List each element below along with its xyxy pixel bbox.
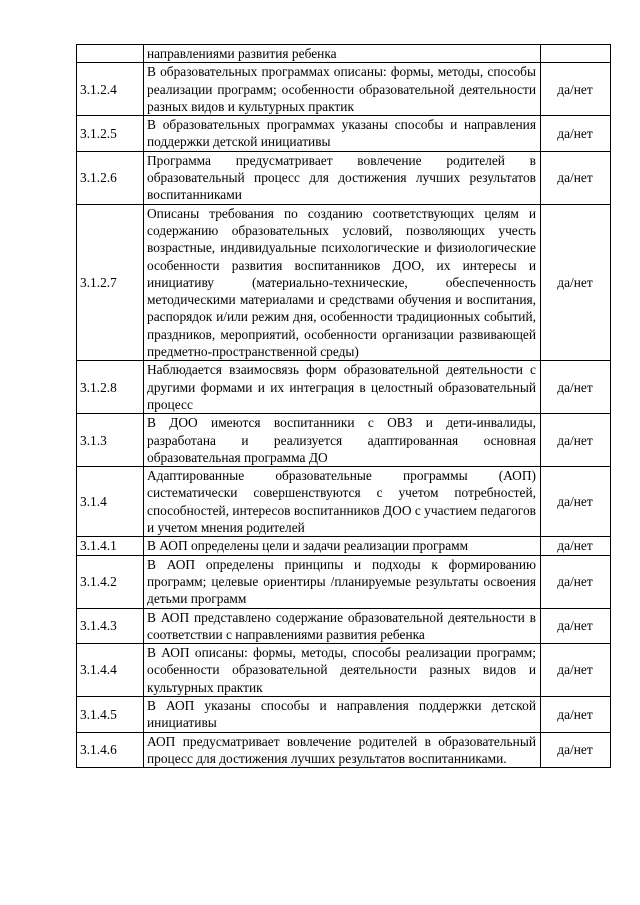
row-number: 3.1.4.6 [77, 732, 144, 768]
row-answer: да/нет [541, 361, 611, 414]
table-row [77, 732, 611, 768]
row-number: 3.1.3 [77, 414, 144, 467]
row-answer: да/нет [541, 537, 611, 555]
row-number: 3.1.2.8 [77, 361, 144, 414]
table-row [77, 414, 611, 467]
table-row [77, 644, 611, 697]
row-answer: да/нет [541, 644, 611, 697]
row-number: 3.1.2.5 [77, 116, 144, 152]
table-row [77, 608, 611, 644]
row-answer: да/нет [541, 204, 611, 361]
table-body [77, 45, 611, 768]
row-answer [541, 45, 611, 63]
row-text: Адаптированные образовательные программы (АОП) систематически совершенствуются с учетом потребностей, способностей, интересов воспитанников ДОО с участием педагогов и учетом мнения родителей [144, 467, 541, 537]
row-text: В АОП представлено содержание образовательной деятельности в соответствии с направлениями развития ребенка [144, 608, 541, 644]
criteria-table [76, 44, 611, 768]
row-answer: да/нет [541, 63, 611, 116]
row-text: Описаны требования по созданию соответствующих целям и содержанию образовательных условий, позволяющих учесть возрастные, индивидуальные психологические и физиологические особенности развития воспитанников ДОО, их интересы и инициативу (материально-технические, обеспеченность методическими материалами и средствами обучения и воспитания, распорядок и/или режим дня, особенности традиционных событий, праздников, мероприятий, особенности организации развивающей предметно-пространственной среды) [144, 204, 541, 361]
row-text: В АОП описаны: формы, методы, способы реализации программ; особенности образовательной деятельности разных видов и культурных практик [144, 644, 541, 697]
row-text: направлениями развития ребенка [144, 45, 541, 63]
row-number: 3.1.4 [77, 467, 144, 537]
row-text: Наблюдается взаимосвязь форм образовательной деятельности с другими формами и их интеграция в целостный образовательный процесс [144, 361, 541, 414]
row-number: 3.1.4.5 [77, 696, 144, 732]
table-row [77, 361, 611, 414]
row-number: 3.1.4.4 [77, 644, 144, 697]
table-row [77, 45, 611, 63]
table-row [77, 555, 611, 608]
row-number: 3.1.2.6 [77, 151, 144, 204]
row-answer: да/нет [541, 414, 611, 467]
table-row [77, 151, 611, 204]
row-text: В АОП определены цели и задачи реализации программ [144, 537, 541, 555]
row-text: Программа предусматривает вовлечение родителей в образовательный процесс для достижения лучших результатов воспитанниками [144, 151, 541, 204]
row-answer: да/нет [541, 151, 611, 204]
row-answer: да/нет [541, 732, 611, 768]
row-answer: да/нет [541, 116, 611, 152]
table-row [77, 467, 611, 537]
row-answer: да/нет [541, 467, 611, 537]
row-answer: да/нет [541, 696, 611, 732]
row-number: 3.1.4.3 [77, 608, 144, 644]
table-row [77, 204, 611, 361]
row-number: 3.1.2.7 [77, 204, 144, 361]
table-row [77, 696, 611, 732]
row-number: 3.1.4.1 [77, 537, 144, 555]
row-text: В АОП указаны способы и направления поддержки детской инициативы [144, 696, 541, 732]
row-text: В АОП определены принципы и подходы к формированию программ; целевые ориентиры /планируемые результаты освоения детьми программ [144, 555, 541, 608]
row-number: 3.1.4.2 [77, 555, 144, 608]
row-text: В ДОО имеются воспитанники с ОВЗ и дети-инвалиды, разработана и реализуется адаптированная основная образовательная программа ДО [144, 414, 541, 467]
row-answer: да/нет [541, 608, 611, 644]
row-number: 3.1.2.4 [77, 63, 144, 116]
row-text: В образовательных программах описаны: формы, методы, способы реализации программ; особенности образовательной деятельности разных видов и культурных практик [144, 63, 541, 116]
row-text: В образовательных программах указаны способы и направления поддержки детской инициативы [144, 116, 541, 152]
row-text: АОП предусматривает вовлечение родителей в образовательный процесс для достижения лучших результатов воспитанниками. [144, 732, 541, 768]
table-row [77, 116, 611, 152]
row-number [77, 45, 144, 63]
table-row [77, 537, 611, 555]
table-row [77, 63, 611, 116]
row-answer: да/нет [541, 555, 611, 608]
